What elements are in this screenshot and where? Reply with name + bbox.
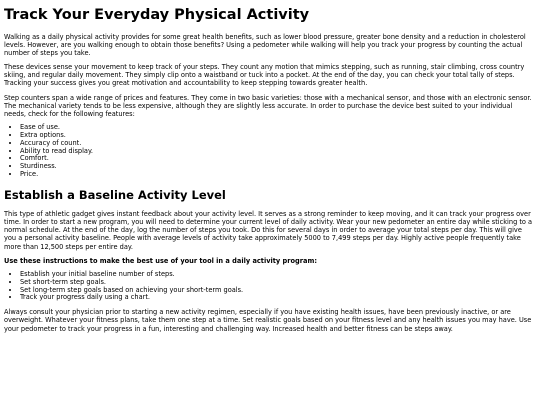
list-item: • Price. (20, 171, 536, 179)
intro-paragraph-1: Walking as a daily physical activity provides for some great health benefits, such as lower blood pressure, greater bone density and a reduction in cholesterol levels. However, are you walking enough to obtain those benefits? Using a pedometer while walking will help you track your progress by counting the actual number of steps you take. (4, 33, 526, 58)
list-item: • Track your progress daily using a chart. (20, 294, 536, 302)
intro-paragraph-2: These devices sense your movement to keep track of your steps. They count any motion that mimics stepping, such as running, stair climbing, cross country skiing, and regular daily movement. They simply clip onto a waistband or tuck into a pocket. At the end of the day, you can check your total tally of steps. Tracking your success gives you great motivation and accountability to keep stepping towards greater health. (4, 63, 525, 88)
list-item: • Sturdiness. (20, 163, 536, 171)
list-item: • Set short-term step goals. (20, 279, 536, 287)
closing-paragraph: Always consult your physician prior to starting a new activity regimen, especially if you have existing health issues, have been previously inactive, or are overweight. Whatever your fitness plans, take them one step at a time. Set realistic goals based on your fitness level and any health issues you may have. Use your pedometer to track your progress in a fun, interesting and challenging way. Increased health and better fitness can be steps away. (4, 308, 532, 333)
list-item: • Extra options. (20, 132, 536, 140)
instructions-list (4, 271, 536, 303)
page-title: Track Your Everyday Physical Activity (4, 7, 310, 23)
section-heading: Establish a Baseline Activity Level (4, 188, 226, 203)
baseline-paragraph: This type of athletic gadget gives instant feedback about your activity level. It serves as a strong reminder to keep moving, and it can track your progress over time. In order to start a new program, you will need to determine your current level of daily activity. Wear your new pedometer an entire day while sticking to a normal schedule. At the end of the day, log the number of steps you took. Do this for several days in order to average your total steps per day. This will give you a personal activity baseline. People with average levels of activity take approximately 5000 to 7,499 steps per day. Highly active people frequently take more than 12,500 steps per entire day. (4, 210, 533, 251)
intro-paragraph-3: Step counters span a wide range of prices and features. They come in two basic varieties: those with a mechanical sensor, and those with an electronic sensor. The mechanical variety tends to be less expensive, although they are slightly less accurate. In order to purchase the device best suited to your individual needs, check for the following features: (4, 93, 532, 118)
list-item: • Set long-term step goals based on achieving your short-term goals. (20, 287, 536, 295)
features-list (4, 124, 536, 179)
list-item: • Ease of use. (20, 124, 536, 132)
list-item: • Ability to read display. (20, 148, 536, 156)
instructions-heading: Use these instructions to make the best use of your tool in a daily activity program: (4, 256, 317, 265)
list-item: • Comfort. (20, 155, 536, 163)
list-item: • Establish your initial baseline number of steps. (20, 271, 536, 279)
list-item: • Accuracy of count. (20, 140, 536, 148)
